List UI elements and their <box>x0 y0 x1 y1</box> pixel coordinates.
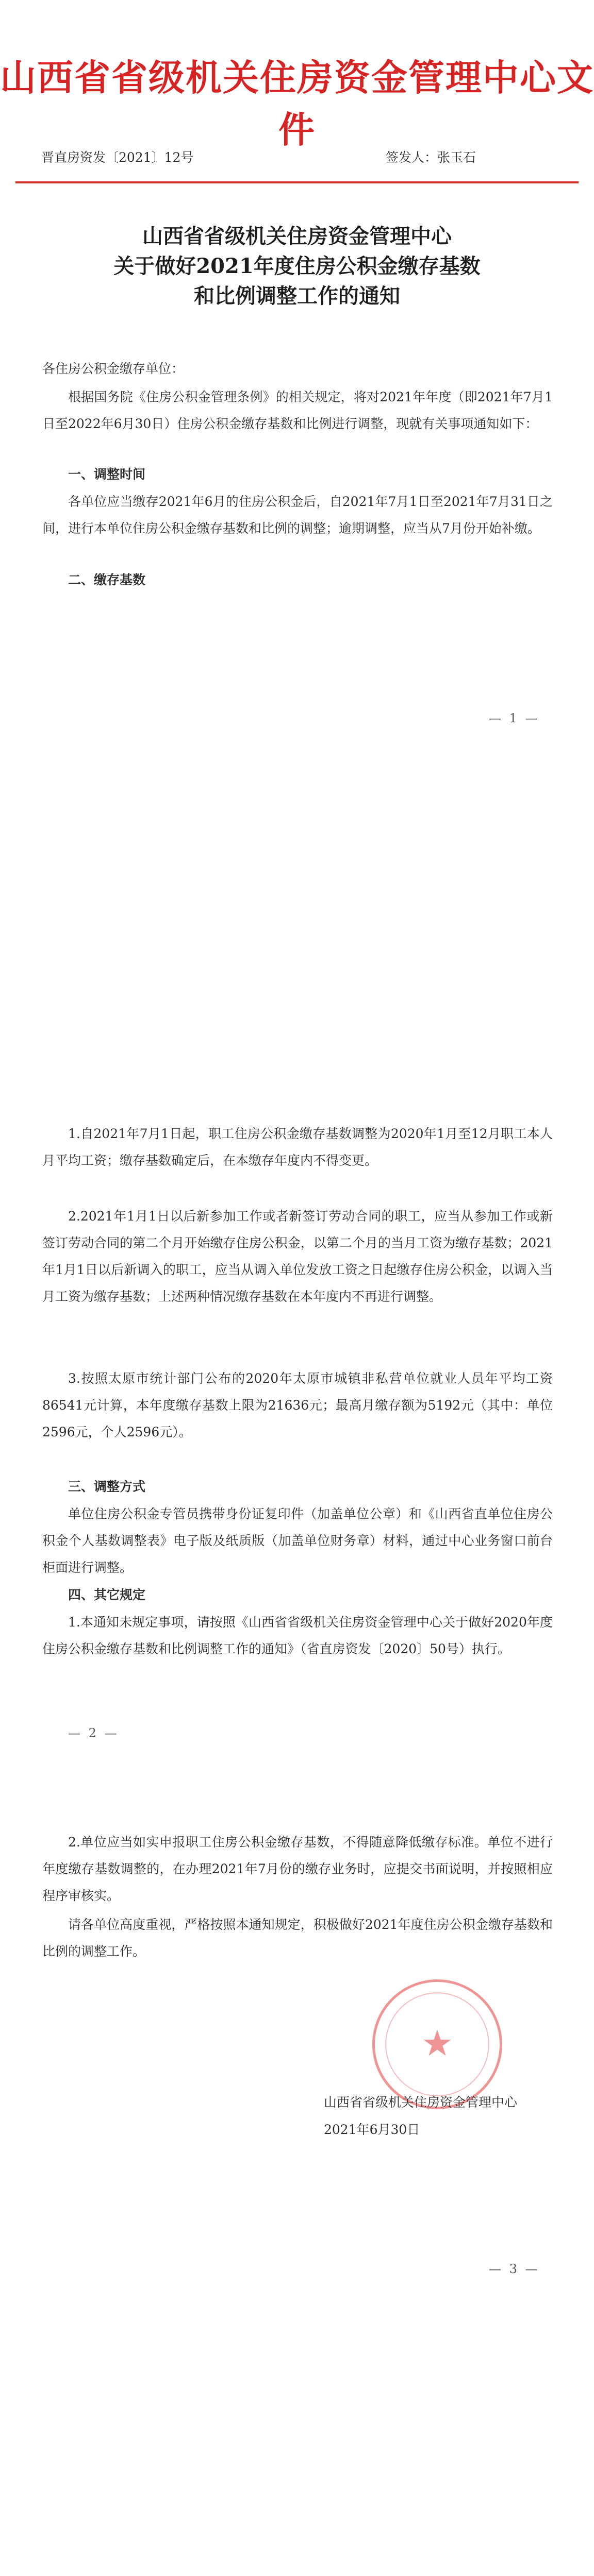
section-2-item-1: 1.自2021年7月1日起，职工住房公积金缴存基数调整为2020年1月至12月职工本人月平均工资；缴存基数确定后，在本缴存年度内不得变更。 <box>42 1126 553 1168</box>
signer: 签发人：张玉石 <box>386 150 476 165</box>
notice-title <box>0 222 594 311</box>
section-3-heading: 三、调整方式 <box>68 1479 146 1494</box>
red-divider-line <box>15 181 579 183</box>
section-4-heading: 四、其它规定 <box>68 1587 146 1602</box>
section-4-item-2: 2.单位应当如实申报职工住房公积金缴存基数，不得随意降低缴存标准。单位不进行年度缴存基数调整的，在办理2021年7月份的缴存业务时，应提交书面说明，并按照相应程序审核实。 <box>42 1835 553 1903</box>
notice-title-line-1: 山西省省级机关住房资金管理中心 <box>142 224 452 248</box>
document-red-header-title: 山西省省级机关住房资金管理中心文件 <box>0 57 594 151</box>
closing-paragraph: 请各单位高度重视，严格按照本通知规定，积极做好2021年度住房公积金缴存基数和比例的调整工作。 <box>42 1917 553 1959</box>
intro-paragraph: 根据国务院《住房公积金管理条例》的相关规定，将对2021年年度（即2021年7月1日至2022年6月30日）住房公积金缴存基数和比例进行调整，现就有关事项通知如下： <box>42 389 553 431</box>
seal-star-icon: ★ <box>421 2022 454 2064</box>
section-4-item-1: 1.本通知未规定事项，请按照《山西省省级机关住房资金管理中心关于做好2020年度住房公积金缴存基数和比例调整工作的通知》（省直房资发〔2020〕50号）执行。 <box>42 1615 553 1656</box>
section-2-item-3: 3.按照太原市统计部门公布的2020年太原市城镇非私营单位就业人员年平均工资86541元计算，本年度缴存基数上限为21636元；最高月缴存额为5192元（其中：单位2596元，个人2596元）。 <box>42 1371 553 1439</box>
section-1-text: 各单位应当缴存2021年6月的住房公积金后，自2021年7月1日至2021年7月31日之间，进行本单位住房公积金缴存基数和比例的调整；逾期调整，应当从7月份开始补缴。 <box>42 494 553 536</box>
signature-date: 2021年6月30日 <box>324 2122 420 2137</box>
page-number-1: — 1 — <box>489 711 540 725</box>
notice-title-line-2: 关于做好2021年度住房公积金缴存基数 <box>113 254 481 278</box>
notice-title-line-3: 和比例调整工作的通知 <box>194 284 400 308</box>
page-number-3: — 3 — <box>489 2262 540 2276</box>
salutation: 各住房公积金缴存单位： <box>42 361 185 376</box>
section-2-heading: 二、缴存基数 <box>68 572 146 587</box>
document-number: 晋直房资发〔2021〕12号 <box>41 150 194 165</box>
section-2-item-2: 2.2021年1月1日以后新参加工作或者新签订劳动合同的职工，应当从参加工作或新签订劳动合同的第二个月开始缴存住房公积金，以第二个月的当月工资为缴存基数；2021年1月1日以后新调入的职工，应当从调入单位发放工资之日起缴存住房公积金，以调入当月工资为缴存基数；上述两种情况缴存基数在本年度内不再进行调整。 <box>42 1209 553 1304</box>
page-number-2: — 2 — <box>68 1726 119 1740</box>
section-1-heading: 一、调整时间 <box>68 467 146 482</box>
section-3-text: 单位住房公积金专管员携带身份证复印件（加盖单位公章）和《山西省直单位住房公积金个人基数调整表》电子版及纸质版（加盖单位财务章）材料，通过中心业务窗口前台柜面进行调整。 <box>42 1506 553 1575</box>
signature-organization: 山西省省级机关住房资金管理中心 <box>324 2095 518 2110</box>
